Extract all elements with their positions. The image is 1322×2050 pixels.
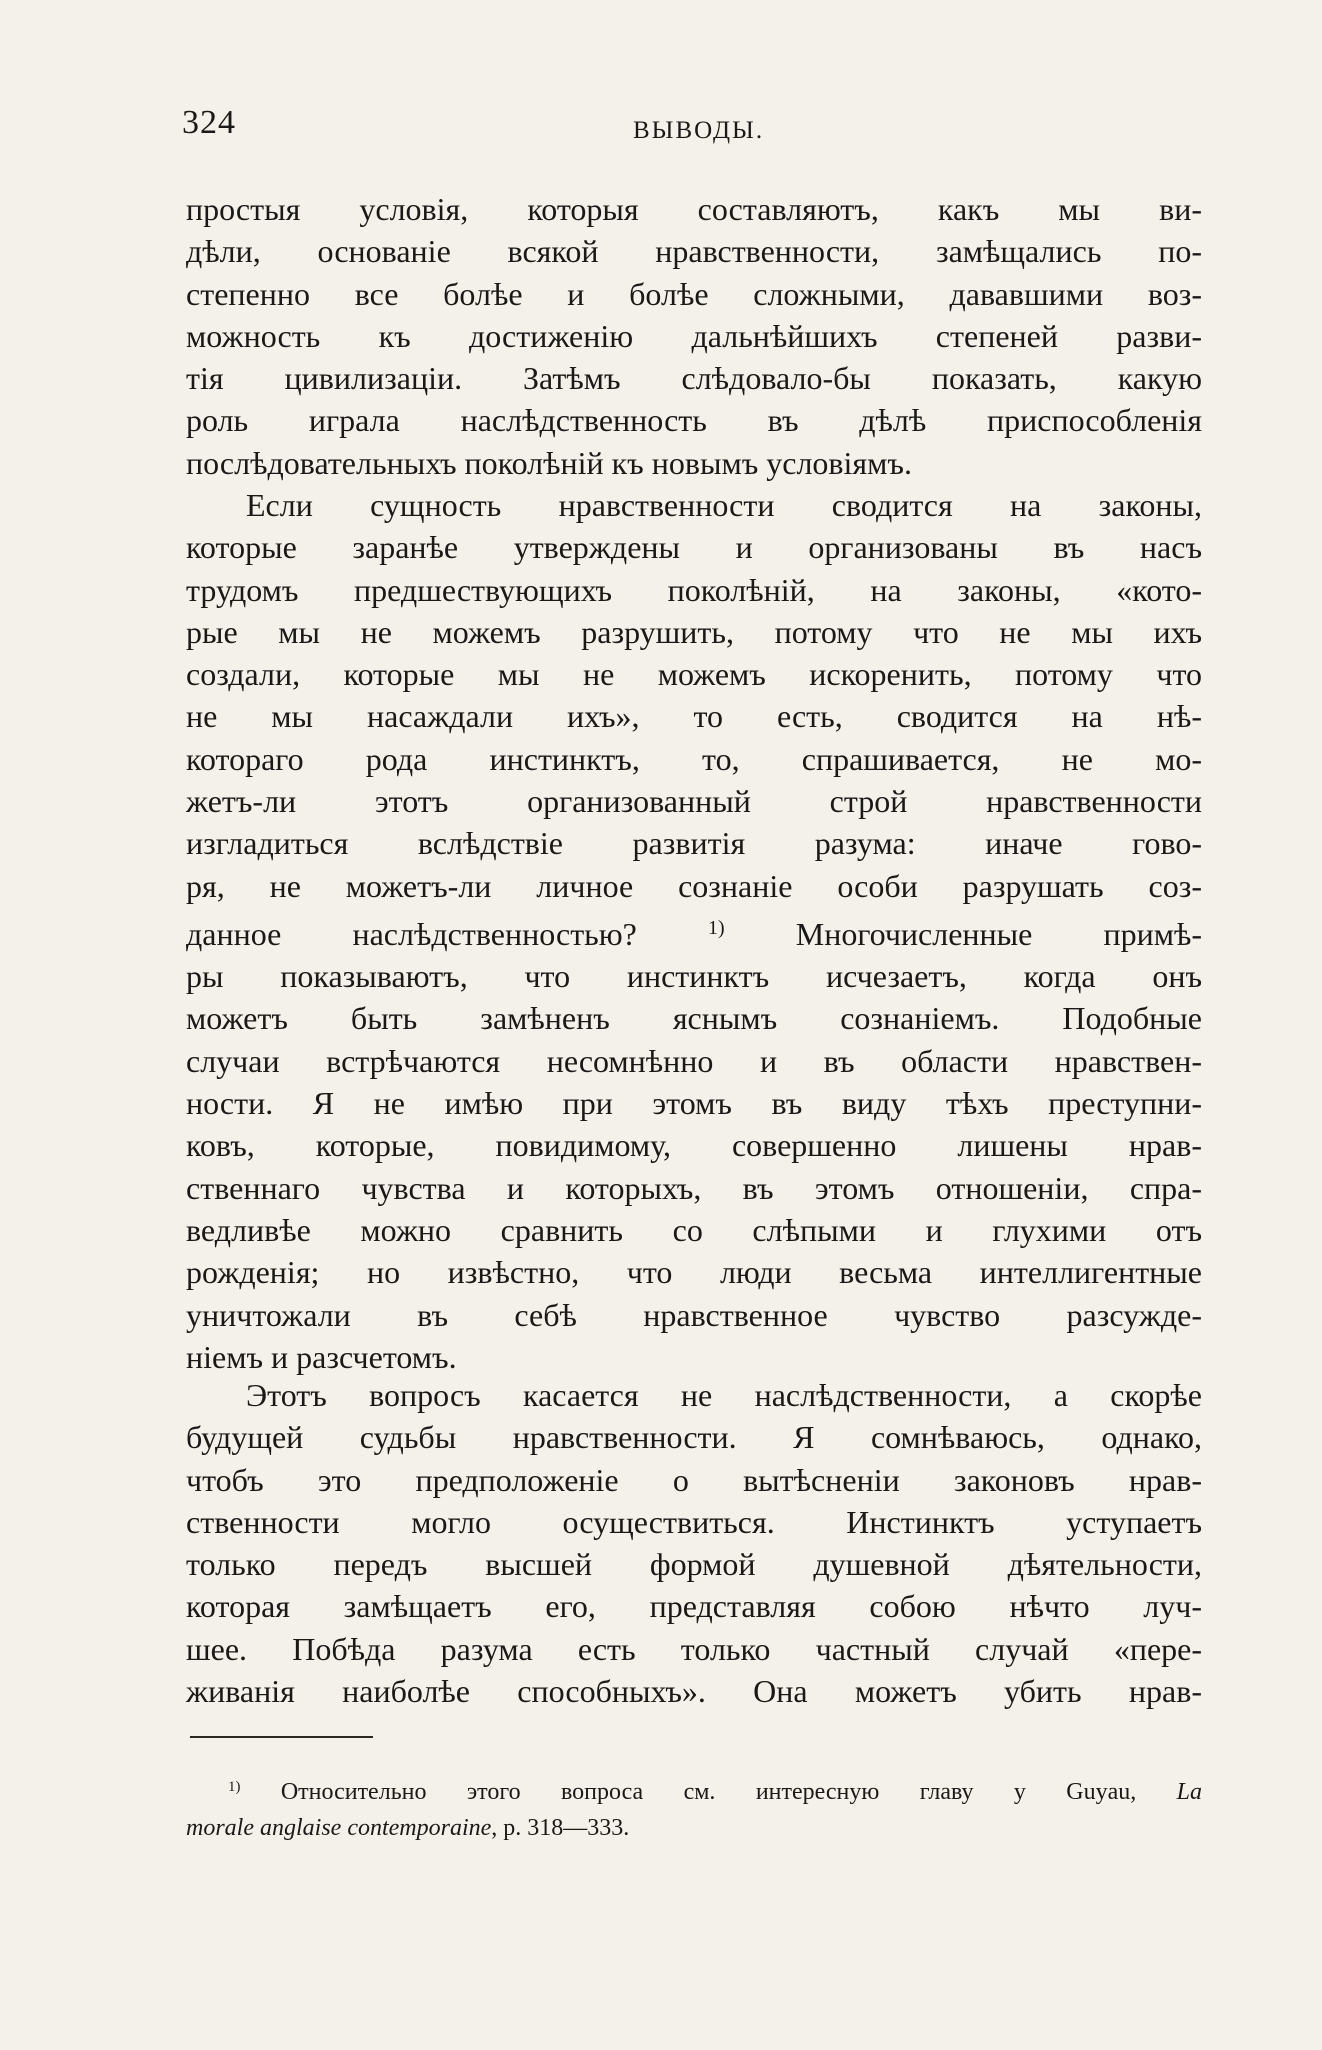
footnote — [186, 1769, 1202, 1846]
footnote-text: Относительно этого вопроса см. интересную главу у Guyau, — [280, 1779, 1137, 1806]
running-head: ВЫВОДЫ. — [633, 117, 765, 144]
text-line: шее. Побѣда разума есть только частный случай «пере- — [186, 1630, 1202, 1667]
text-line: ря, не можетъ-ли личное сознаніе особи разрушать соз- — [186, 867, 1202, 904]
footnote-line — [186, 1769, 1202, 1810]
text-line: котораго рода инстинктъ, то, спрашивается, не мо- — [186, 740, 1202, 777]
text-line: живанія наиболѣе способныхъ». Она можетъ убить нрав- — [186, 1673, 1202, 1710]
text-line: ведливѣе можно сравнить со слѣпыми и глухими отъ — [186, 1211, 1202, 1248]
text-line: будущей судьбы нравственности. Я сомнѣваюсь, однако, — [186, 1419, 1202, 1456]
text-line: жетъ-ли этотъ организованный строй нравственности — [186, 783, 1202, 820]
text-line: ры показываютъ, что инстинктъ исчезаетъ, когда онъ — [186, 958, 1202, 995]
text-line: можетъ быть замѣненъ яснымъ сознаніемъ. Подобные — [186, 1000, 1202, 1037]
text-line: чтобъ это предположеніе о вытѣсненіи законовъ нрав- — [186, 1461, 1202, 1498]
footnote-divider — [190, 1736, 373, 1738]
text-line: ности. Я не имѣю при этомъ въ виду тѣхъ преступни- — [186, 1085, 1202, 1122]
text-line: можность къ достиженію дальнѣйшихъ степеней разви- — [186, 317, 1202, 354]
text-segment: Многочисленные примѣ- — [795, 915, 1203, 952]
text-line: случаи встрѣчаются несомнѣнно и въ области нравствен- — [186, 1042, 1202, 1079]
text-line: создали, которые мы не можемъ искоренить, потому что — [186, 656, 1202, 693]
text-line: рожденія; но извѣстно, что люди весьма интеллигентные — [186, 1254, 1202, 1291]
footnote-text: , р. 318—333. — [491, 1815, 630, 1842]
text-line: которая замѣщаетъ его, представляя собою нѣчто луч- — [186, 1588, 1202, 1625]
text-line: которые заранѣе утверждены и организованы въ насъ — [186, 529, 1202, 566]
text-line: степенно все болѣе и болѣе сложными, дававшими воз- — [186, 275, 1202, 312]
footnote-italic-title: La — [1176, 1779, 1203, 1806]
text-line: ственнаго чувства и которыхъ, въ этомъ отношеніи, спра- — [186, 1169, 1202, 1206]
text-line: изгладиться вслѣдствіе развитія разума: иначе гово- — [186, 825, 1202, 862]
text-line: уничтожали въ себѣ нравственное чувство разсужде- — [186, 1296, 1202, 1333]
footnote-line — [186, 1810, 1202, 1846]
footnote-reference: 1) — [708, 916, 725, 939]
text-line: ковъ, которые, повидимому, совершенно лишены нрав- — [186, 1127, 1202, 1164]
text-line: тія цивилизаціи. Затѣмъ слѣдовало-бы показать, какую — [186, 360, 1202, 397]
text-line: ніемъ и разсчетомъ. — [186, 1338, 457, 1375]
text-line: только передъ высшей формой душевной дѣятельности, — [186, 1546, 1202, 1583]
text-line: простыя условія, которыя составляютъ, какъ мы ви- — [186, 191, 1202, 227]
text-line: рые мы не можемъ разрушить, потому что не мы ихъ — [186, 613, 1202, 650]
text-line-with-footnote-ref — [186, 907, 1202, 955]
text-line: послѣдовательныхъ поколѣній къ новымъ условіямъ. — [186, 444, 912, 481]
page-number: 324 — [182, 104, 236, 141]
footnote-marker: 1) — [228, 1779, 241, 1795]
footnote-italic-title: morale anglaise contemporaine — [186, 1815, 492, 1842]
text-line: роль играла наслѣдственность въ дѣлѣ приспособленія — [186, 402, 1202, 439]
text-line: Этотъ вопросъ касается не наслѣдственности, а скорѣе — [246, 1377, 1202, 1413]
text-line: не мы насаждали ихъ», то есть, сводится на нѣ- — [186, 698, 1202, 735]
paragraph-1 — [186, 188, 1202, 484]
text-segment: данное наслѣдственностью? — [186, 915, 637, 952]
text-line: ственности могло осуществиться. Инстинктъ уступаетъ — [186, 1503, 1202, 1540]
text-line: дѣли, основаніе всякой нравственности, замѣщались по- — [186, 233, 1202, 270]
text-line: Если сущность нравственности сводится на законы, — [246, 487, 1202, 523]
text-line: трудомъ предшествующихъ поколѣній, на законы, «кото- — [186, 571, 1202, 608]
paragraph-3 — [186, 1374, 1202, 1712]
paragraph-2 — [186, 484, 1202, 1378]
